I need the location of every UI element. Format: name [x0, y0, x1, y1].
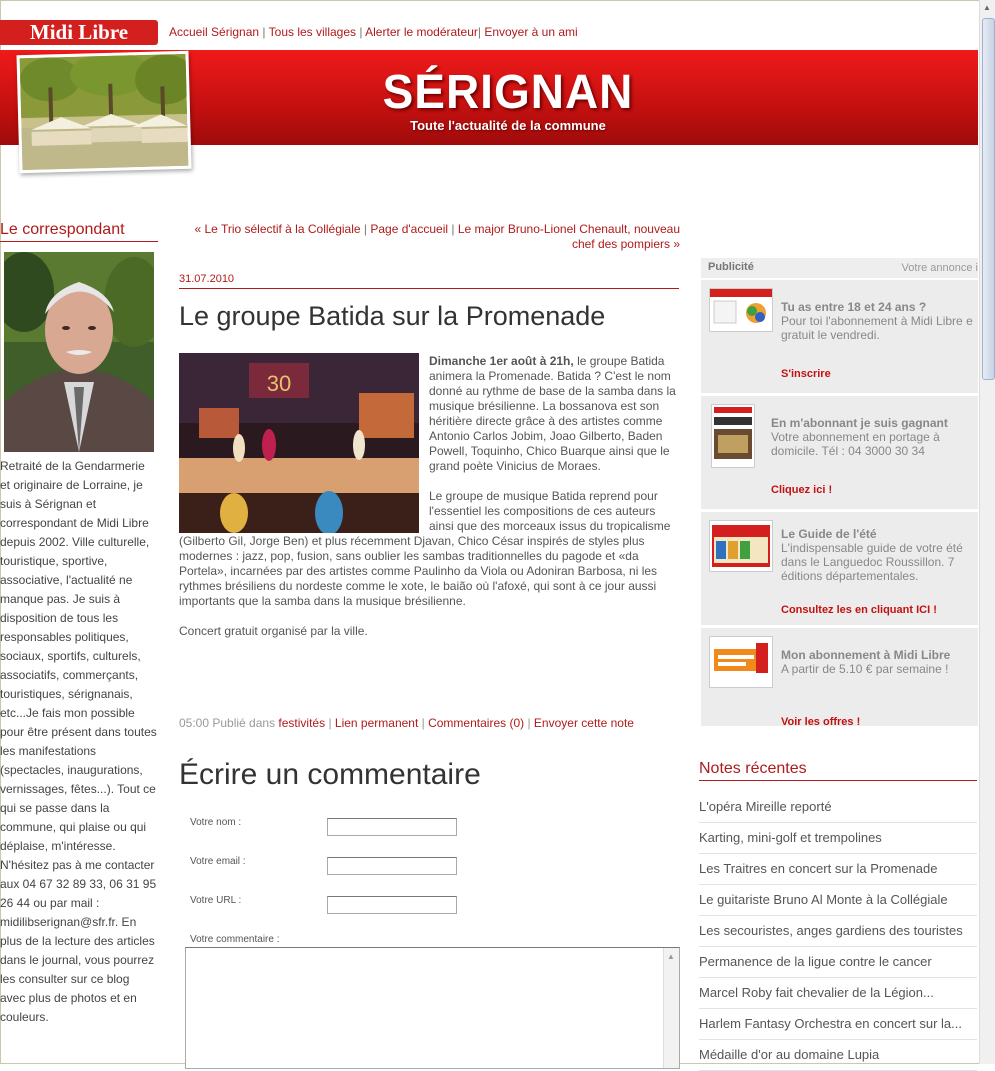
- correspondent-portrait: [4, 252, 154, 452]
- recent-note-link[interactable]: Karting, mini-golf et trempolines: [699, 823, 977, 854]
- ad-card-offers[interactable]: [701, 628, 978, 726]
- ad-cta-youth[interactable]: S'inscrire: [781, 368, 831, 380]
- post-paragraph-2: Le groupe de musique Batida reprend pour l'essentiel les compositions de ces auteurs ainsi que des morceaux issus du tropicalisme (Gilberto Gil, Jorge Ben) et plus récemment Djavan, Chico César inspirés de styles plus modernes : jazz, pop, fusion, sans oublier les sambas traditionnelles du pagode et «da Portela», incarnées par des artistes comme Paulinho da Viola ou Adoniran Barbosa, ni les rythmes brésiliens du nordeste comme le xote, le baião où l'afoxé, qui sont à ce jour aussi importants que la samba dans la musique brésilienne.: [179, 489, 671, 608]
- nav-villages-link[interactable]: Tous les villages: [268, 25, 357, 39]
- post-paragraph-3: Concert gratuit organisé par la ville.: [179, 624, 368, 638]
- name-input[interactable]: [327, 818, 457, 836]
- recent-note-link[interactable]: Le guitariste Bruno Al Monte à la Collégiale: [699, 885, 977, 916]
- comment-form-title: Écrire un commentaire: [179, 758, 481, 791]
- recent-note-link[interactable]: Permanence de la ligue contre le cancer: [699, 947, 977, 978]
- svg-text:30: 30: [266, 371, 292, 396]
- ad-card-guide[interactable]: [701, 512, 978, 625]
- comments-link[interactable]: Commentaires (0): [428, 716, 525, 730]
- banner-subtitle: Toute l'actualité de la commune: [410, 118, 606, 133]
- ad-title-offers: Mon abonnement à Midi Libre: [781, 648, 951, 662]
- recent-note-link[interactable]: L'opéra Mireille reporté: [699, 792, 977, 823]
- ad-text-offers: A partir de 5.10 € par semaine !: [781, 662, 949, 676]
- post-navigation: « Le Trio sélectif à la Collégiale | Page d'accueil | Le major Bruno-Lionel Chenault, nouveau chef des pompiers »: [194, 222, 680, 251]
- ad-thumbnail-guide: [709, 520, 773, 572]
- ad-title-guide: Le Guide de l'été: [781, 527, 877, 541]
- send-post-link[interactable]: Envoyer cette note: [533, 716, 634, 730]
- ad-text-guide: L'indispensable guide de votre été dans le Languedoc Roussillon. 7 éditions départementales.: [781, 541, 963, 583]
- next-post-link[interactable]: Le major Bruno-Lionel Chenault, nouveau chef des pompiers »: [457, 222, 680, 251]
- ads-your-ad-link[interactable]: Votre annonce i: [901, 262, 978, 274]
- ad-thumbnail-youth: [709, 288, 773, 332]
- email-input[interactable]: [327, 857, 457, 875]
- scroll-up-arrow-icon[interactable]: ▲: [667, 952, 675, 961]
- comment-scrollbar[interactable]: [663, 948, 679, 1068]
- recent-note-link[interactable]: Les Traitres en concert sur la Promenade: [699, 854, 977, 885]
- scroll-up-arrow-icon[interactable]: ▲: [983, 3, 991, 12]
- recent-note-link[interactable]: Médaille d'or au domaine Lupia: [699, 1040, 977, 1071]
- previous-post-link[interactable]: « Le Trio sélectif à la Collégiale: [194, 222, 361, 236]
- ad-title-youth: Tu as entre 18 et 24 ans ?: [781, 300, 927, 314]
- ad-text-subscribe: Votre abonnement en portage à domicile. Tél : 04 3000 30 34: [771, 430, 940, 458]
- ad-thumbnail-subscribe: [711, 404, 755, 468]
- comment-textarea[interactable]: [185, 947, 680, 1069]
- email-label: Votre email :: [190, 856, 246, 867]
- home-page-link[interactable]: Page d'accueil: [370, 222, 449, 236]
- nav-send-link[interactable]: Envoyer à un ami: [484, 25, 578, 39]
- ads-header: [701, 258, 978, 278]
- recent-notes-heading: Notes récentes: [699, 760, 977, 781]
- post-time: 05:00 Publié dans: [179, 716, 276, 730]
- recent-note-link[interactable]: Les secouristes, anges gardiens des touristes: [699, 916, 977, 947]
- url-input[interactable]: [327, 896, 457, 914]
- comment-label: Votre commentaire :: [190, 934, 280, 945]
- recent-note-link[interactable]: Harlem Fantasy Orchestra en concert sur la...: [699, 1009, 977, 1040]
- url-label: Votre URL :: [190, 895, 242, 906]
- recent-note-link[interactable]: Marcel Roby fait chevalier de la Légion...: [699, 978, 977, 1009]
- permalink-link[interactable]: Lien permanent: [334, 716, 419, 730]
- photo-float-spacer: [179, 354, 429, 534]
- ads-heading: Publicité: [708, 261, 754, 273]
- ad-card-youth[interactable]: [701, 280, 978, 393]
- banner-title: SÉRIGNAN: [382, 63, 634, 119]
- post-lead: Dimanche 1er août à 21h,: [429, 354, 574, 368]
- correspondent-heading: Le correspondant: [0, 221, 158, 242]
- recent-notes-list: [699, 792, 977, 1071]
- ad-thumbnail-offers: [709, 636, 773, 688]
- promenade-photo-image: [20, 54, 189, 170]
- correspondent-bio: Retraité de la Gendarmerie et originaire de Lorraine, je suis à Sérignan et correspondant de Midi Libre depuis 2002. Ville culturelle, touristique, sportive, associative, l'actualité ne manque pas. Je suis à disposition de tous les responsables politiques, sociaux, sportifs, culturels, associatifs, commerçants, touristiques, sérignanais, etc...Je fais mon possible pour être présent dans toutes les manifestations (spectacles, inaugurations, vernissages, fêtes...). Tout ce qui se passe dans la commune, qui plaise ou qui déplaise, m'intéresse. N'hésitez pas à me contacter aux 04 67 32 89 33, 06 31 95 26 44 ou par mail : midilibserignan@sfr.fr. En plus de la lecture des articles dans le journal, vous pourrez les consulter sur ce blog avec plus de photos et en couleurs.: [0, 459, 157, 1024]
- banner-photo: [16, 51, 191, 173]
- top-navigation: Accueil Sérignan | Tous les villages | Alerter le modérateur| Envoyer à un ami: [169, 25, 578, 39]
- ad-text-youth: Pour toi l'abonnement à Midi Libre e gratuit le vendredi.: [781, 314, 973, 342]
- ad-cta-offers[interactable]: Voir les offres !: [781, 716, 861, 728]
- ad-cta-subscribe[interactable]: Cliquez ici !: [771, 484, 833, 496]
- ad-title-subscribe: En m'abonnant je suis gagnant: [771, 416, 948, 430]
- post-meta: 05:00 Publié dans festivités | Lien permanent | Commentaires (0) | Envoyer cette note: [179, 716, 634, 730]
- scrollbar-thumb[interactable]: [982, 18, 995, 380]
- post-paragraph-1-text: le groupe Batida animera la Promenade. Batida ? C'est le nom donné au rythme de base de la samba dans la musique brésilienne. La bossanova est son héritière directe grâce à des artistes comme Antonio Carlos Jobim, Joao Gilberto, Baden Powell, Toquinho, Chico Buarque ainsi que le grand poète Vinicius de Moraes.: [429, 354, 676, 473]
- ad-card-subscribe[interactable]: [701, 396, 978, 509]
- category-link[interactable]: festivités: [278, 716, 326, 730]
- name-label: Votre nom :: [190, 817, 242, 828]
- nav-home-link[interactable]: Accueil Sérignan: [169, 25, 260, 39]
- post-title: Le groupe Batida sur la Promenade: [179, 301, 606, 331]
- post-date: 31.07.2010: [179, 273, 679, 289]
- ad-cta-guide[interactable]: Consultez les en cliquant ICI !: [781, 604, 937, 616]
- nav-alert-link[interactable]: Alerter le modérateur: [365, 25, 478, 39]
- post-body: [179, 354, 679, 654]
- page-scrollbar[interactable]: [979, 0, 995, 1064]
- midi-libre-logo[interactable]: Midi Libre: [0, 20, 158, 45]
